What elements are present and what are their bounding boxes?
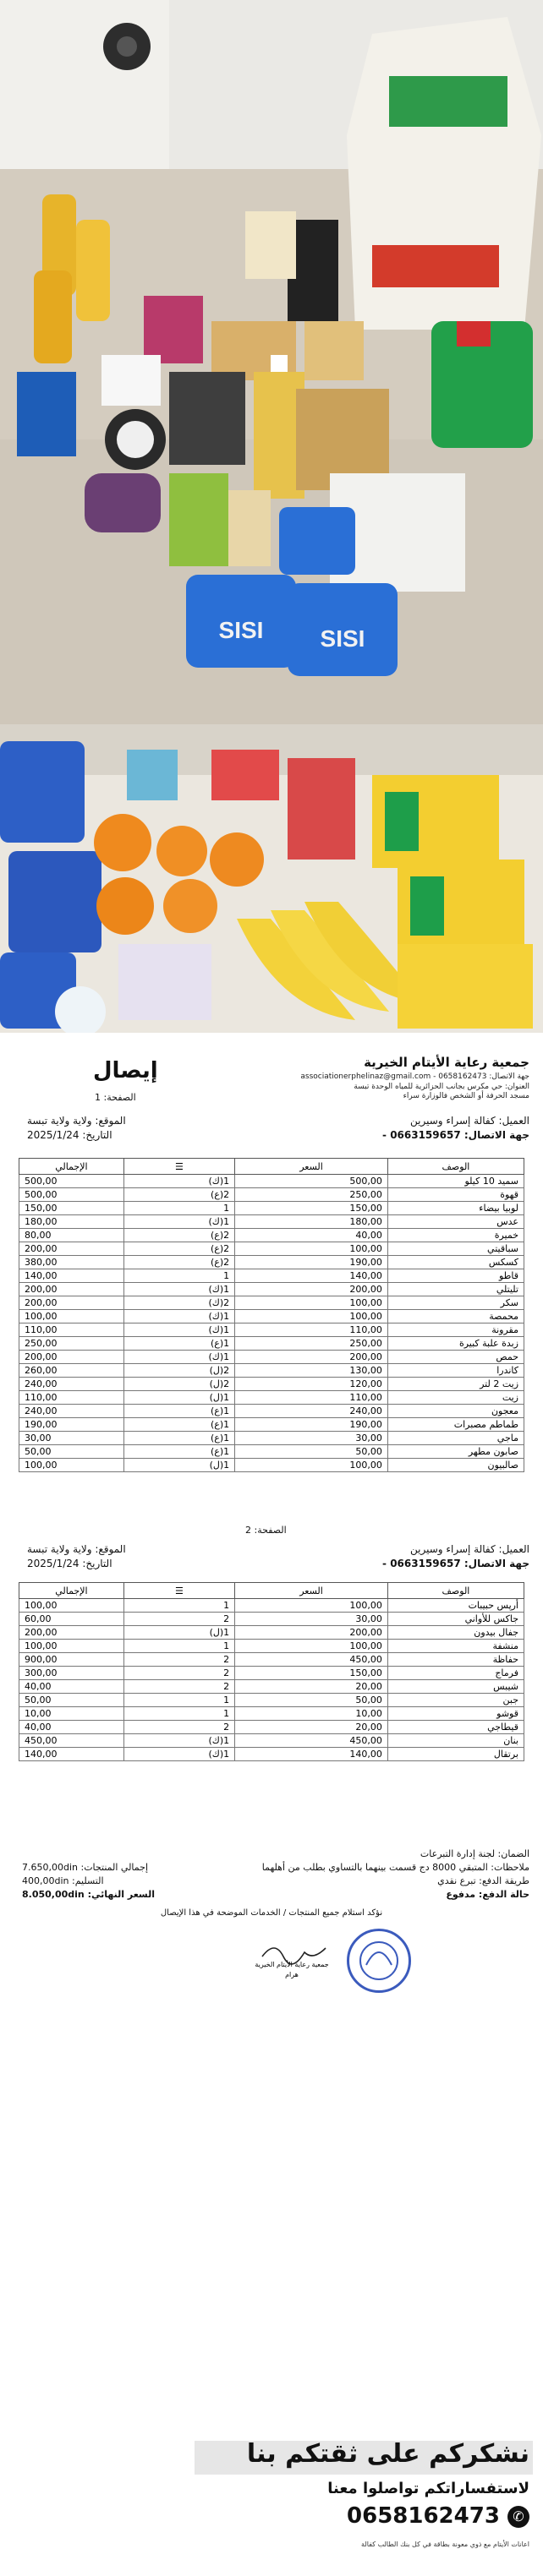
cell-description: جبن: [387, 1694, 524, 1707]
cell-qty: 2: [123, 1613, 234, 1626]
cell-total: 450,00: [19, 1734, 124, 1748]
cell-price: 240,00: [235, 1405, 388, 1418]
table-row: [19, 1378, 524, 1391]
cell-total: 240,00: [19, 1405, 124, 1418]
cell-qty: 1(ل): [123, 1459, 234, 1472]
table-row: [19, 1694, 524, 1707]
cell-description: ماجي: [387, 1432, 524, 1445]
cell-price: 50,00: [235, 1694, 388, 1707]
official-stamp-icon: [347, 1929, 411, 1993]
col-qty: ☰: [123, 1159, 234, 1175]
org-name: جمعية رعاية الأيتام الخيرية: [364, 1055, 529, 1070]
cell-description: محمصة: [387, 1310, 524, 1323]
table-row: [19, 1721, 524, 1734]
cell-total: 100,00: [19, 1640, 124, 1653]
cell-price: 100,00: [235, 1242, 388, 1256]
cell-total: 900,00: [19, 1653, 124, 1667]
cell-total: 200,00: [19, 1626, 124, 1640]
table-row: [19, 1175, 524, 1188]
cell-description: زيت: [387, 1391, 524, 1405]
payment-status: حالة الدفع: مدفوع: [446, 1889, 529, 1900]
cell-price: 150,00: [235, 1202, 388, 1215]
cell-qty: 1(ع): [123, 1405, 234, 1418]
cell-qty: 1(ك): [123, 1283, 234, 1296]
cell-price: 190,00: [235, 1256, 388, 1269]
cell-description: منشفة: [387, 1640, 524, 1653]
confirmation-line: نؤكد استلام جميع المنتجات / الخدمات الموضحة في هذا الإيصال: [160, 1908, 383, 1918]
table-row: [19, 1269, 524, 1283]
cell-description: مقرونة: [387, 1323, 524, 1337]
table-row: [19, 1680, 524, 1694]
phone-number[interactable]: 0658162473: [347, 2503, 500, 2529]
cell-price: 110,00: [235, 1391, 388, 1405]
cell-description: حفاظة: [387, 1653, 524, 1667]
cell-description: حمص: [387, 1351, 524, 1364]
cell-total: 200,00: [19, 1242, 124, 1256]
cell-qty: 2(ع): [123, 1256, 234, 1269]
cell-total: 50,00: [19, 1445, 124, 1459]
org-mission-line: مسجد الحرفة أو الشخص فالوزارة سراء: [403, 1092, 529, 1100]
groceries-photo-top-illustration: [0, 0, 543, 724]
table-row: [19, 1188, 524, 1202]
location-2: الموقع: ولاية ولاية تبسة: [27, 1543, 126, 1555]
cell-qty: 1(ك): [123, 1351, 234, 1364]
cell-price: 50,00: [235, 1445, 388, 1459]
cell-price: 100,00: [235, 1296, 388, 1310]
stamp-inner-icon: [349, 1931, 409, 1990]
table-row: [19, 1707, 524, 1721]
cell-price: 20,00: [235, 1721, 388, 1734]
table-row: [19, 1391, 524, 1405]
cell-total: 10,00: [19, 1707, 124, 1721]
cell-qty: 1(ك): [123, 1310, 234, 1323]
items-table-page-2: [19, 1582, 524, 1761]
table-row: [19, 1626, 524, 1640]
table-row: [19, 1599, 524, 1613]
col-description: الوصف: [387, 1159, 524, 1175]
cell-total: 200,00: [19, 1296, 124, 1310]
cell-description: معجون: [387, 1405, 524, 1418]
cell-price: 500,00: [235, 1175, 388, 1188]
cell-total: 500,00: [19, 1188, 124, 1202]
cell-qty: 2(ع): [123, 1229, 234, 1242]
cell-description: جاكس للأواني: [387, 1613, 524, 1626]
cell-qty: 1(ك): [123, 1748, 234, 1761]
cell-price: 110,00: [235, 1323, 388, 1337]
table-row: [19, 1229, 524, 1242]
cell-description: قوشو: [387, 1707, 524, 1721]
cell-price: 100,00: [235, 1310, 388, 1323]
cell-total: 260,00: [19, 1364, 124, 1378]
svg-text:SISI: SISI: [218, 617, 264, 643]
cell-qty: 2(ع): [123, 1188, 234, 1202]
cell-description: كاندرا: [387, 1364, 524, 1378]
inquiries-text: لاستفساراتكم تواصلوا معنا: [327, 2480, 529, 2497]
cell-qty: 1(ك): [123, 1323, 234, 1337]
table-row: [19, 1337, 524, 1351]
cell-price: 140,00: [235, 1748, 388, 1761]
table-row: [19, 1256, 524, 1269]
cell-price: 40,00: [235, 1229, 388, 1242]
final-price: السعر النهائي: 8.050,00din: [22, 1889, 156, 1900]
phone-icon: ✆: [507, 2506, 529, 2528]
cell-qty: 1(ع): [123, 1337, 234, 1351]
cell-price: 450,00: [235, 1734, 388, 1748]
cell-price: 180,00: [235, 1215, 388, 1229]
cell-total: 40,00: [19, 1721, 124, 1734]
date-1: التاريخ: 2025/1/24: [27, 1129, 112, 1141]
cell-qty: 1(ك): [123, 1215, 234, 1229]
cell-price: 150,00: [235, 1667, 388, 1680]
cell-total: 190,00: [19, 1418, 124, 1432]
cell-qty: 1: [123, 1640, 234, 1653]
cell-description: صالبيون: [387, 1459, 524, 1472]
cell-description: طماطم مصبرات: [387, 1418, 524, 1432]
table-row: [19, 1653, 524, 1667]
table-row: [19, 1242, 524, 1256]
cell-qty: 1: [123, 1599, 234, 1613]
cell-qty: 1(ك): [123, 1175, 234, 1188]
cell-description: تليتلي: [387, 1283, 524, 1296]
cell-total: 200,00: [19, 1283, 124, 1296]
cell-qty: 1(ع): [123, 1418, 234, 1432]
cell-price: 250,00: [235, 1188, 388, 1202]
cell-total: 200,00: [19, 1351, 124, 1364]
signature-block: [245, 1935, 338, 1986]
table-row: [19, 1432, 524, 1445]
cell-qty: 1(ع): [123, 1445, 234, 1459]
cell-price: 20,00: [235, 1680, 388, 1694]
col-price: السعر: [235, 1583, 388, 1599]
cell-description: قهوة: [387, 1188, 524, 1202]
cell-qty: 2(ك): [123, 1296, 234, 1310]
cell-total: 150,00: [19, 1202, 124, 1215]
client-name-1: العميل: كفالة إسراء وسيرين: [410, 1115, 529, 1127]
cell-total: 240,00: [19, 1378, 124, 1391]
cell-description: لوبيا بيضاء: [387, 1202, 524, 1215]
cell-price: 450,00: [235, 1653, 388, 1667]
table-row: [19, 1283, 524, 1296]
cell-price: 200,00: [235, 1283, 388, 1296]
contact-phone[interactable]: [347, 2503, 529, 2529]
cell-price: 100,00: [235, 1599, 388, 1613]
table-row: [19, 1418, 524, 1432]
cell-description: قاطو: [387, 1269, 524, 1283]
location-1: الموقع: ولاية ولاية تبسة: [27, 1115, 126, 1127]
items-table-page-1: [19, 1158, 524, 1472]
cell-qty: 1(ك): [123, 1734, 234, 1748]
cell-qty: 1: [123, 1202, 234, 1215]
cell-qty: 2(ع): [123, 1242, 234, 1256]
table-row: [19, 1748, 524, 1761]
cell-total: 140,00: [19, 1269, 124, 1283]
groceries-photo-bottom: [0, 724, 543, 1033]
cell-qty: 1: [123, 1694, 234, 1707]
table-row: [19, 1445, 524, 1459]
cell-price: 100,00: [235, 1459, 388, 1472]
table-row: [19, 1215, 524, 1229]
org-contact-line: جهة الاتصال: 0658162473 - associationerphelinaz@gmail.com: [300, 1072, 529, 1081]
cell-price: 30,00: [235, 1613, 388, 1626]
signature-name: هرام: [285, 1971, 299, 1978]
page-number-1: الصفحة: 1: [95, 1092, 136, 1103]
cell-description: صابون مطهر: [387, 1445, 524, 1459]
cell-description: زبدة علبة كبيرة: [387, 1337, 524, 1351]
cell-description: زيت 2 لتر: [387, 1378, 524, 1391]
cell-qty: 1(ع): [123, 1432, 234, 1445]
receipt-title: إيصال: [93, 1058, 158, 1083]
cell-description: شيبس: [387, 1680, 524, 1694]
cell-price: 30,00: [235, 1432, 388, 1445]
bottom-small-note: اعانات الأيتام مع ذوي معونة بطاقة في كل بنك الطالب كفالة: [361, 2541, 529, 2548]
cell-total: 110,00: [19, 1323, 124, 1337]
cell-total: 100,00: [19, 1310, 124, 1323]
cell-total: 80,00: [19, 1229, 124, 1242]
cell-description: كسكس: [387, 1256, 524, 1269]
col-total: الإجمالي: [19, 1159, 124, 1175]
cell-total: 380,00: [19, 1256, 124, 1269]
cell-description: جفال بيدون: [387, 1626, 524, 1640]
cell-total: 110,00: [19, 1391, 124, 1405]
cell-total: 300,00: [19, 1667, 124, 1680]
cell-qty: 2(ل): [123, 1378, 234, 1391]
thanks-heading: نشكركم على ثقتكم بنا: [246, 2439, 529, 2469]
table-row: [19, 1667, 524, 1680]
col-qty: ☰: [123, 1583, 234, 1599]
cell-description: سكر: [387, 1296, 524, 1310]
cell-qty: 2(ل): [123, 1364, 234, 1378]
cell-qty: 1: [123, 1269, 234, 1283]
table-row: [19, 1364, 524, 1378]
cell-qty: 2: [123, 1667, 234, 1680]
col-price: السعر: [235, 1159, 388, 1175]
col-description: الوصف: [387, 1583, 524, 1599]
col-total: الإجمالي: [19, 1583, 124, 1599]
cell-description: قيطاجي: [387, 1721, 524, 1734]
svg-text:SISI: SISI: [320, 625, 365, 652]
table-row: [19, 1202, 524, 1215]
cell-description: سباقيتي: [387, 1242, 524, 1256]
table-row: [19, 1310, 524, 1323]
cell-total: 30,00: [19, 1432, 124, 1445]
cell-description: خميرة: [387, 1229, 524, 1242]
cell-price: 100,00: [235, 1640, 388, 1653]
table-header-row: [19, 1583, 524, 1599]
cell-price: 120,00: [235, 1378, 388, 1391]
client-contact-2: جهة الاتصال: 0663159657 -: [382, 1558, 529, 1569]
cell-total: 40,00: [19, 1680, 124, 1694]
stamp-org-text: جمعية رعاية الأيتام الخيرية: [255, 1961, 329, 1968]
table-row: [19, 1640, 524, 1653]
date-2: التاريخ: 2025/1/24: [27, 1558, 112, 1569]
cell-total: 180,00: [19, 1215, 124, 1229]
cell-qty: 2: [123, 1721, 234, 1734]
client-name-2: العميل: كفالة إسراء وسيرين: [410, 1543, 529, 1555]
table-row: [19, 1459, 524, 1472]
cell-qty: 1(ل): [123, 1391, 234, 1405]
cell-price: 140,00: [235, 1269, 388, 1283]
cell-qty: 2: [123, 1680, 234, 1694]
cell-price: 250,00: [235, 1337, 388, 1351]
table-header-row: [19, 1159, 524, 1175]
guarantee: الضمان: لجنة إدارة التبرعات: [420, 1848, 529, 1859]
table-row: [19, 1613, 524, 1626]
payment-method: طريقة الدفع: تبرع نقدي: [437, 1875, 529, 1886]
cell-description: أرپس حبيبات: [387, 1599, 524, 1613]
table-row: [19, 1405, 524, 1418]
delivery-fee: التسليم: 400,00din: [22, 1875, 104, 1886]
cell-price: 130,00: [235, 1364, 388, 1378]
products-total: إجمالي المنتجات: 7.650,00din: [22, 1862, 148, 1873]
cell-total: 50,00: [19, 1694, 124, 1707]
table-row: [19, 1323, 524, 1337]
cell-total: 250,00: [19, 1337, 124, 1351]
cell-total: 60,00: [19, 1613, 124, 1626]
cell-qty: 2: [123, 1653, 234, 1667]
notes: ملاحظات: المتبقي 8000 دج قسمت بينهما بالتساوي بطلب من أهلهما: [261, 1862, 529, 1873]
cell-total: 140,00: [19, 1748, 124, 1761]
org-address-line: العنوان: حي مكرس بجانب الحزائرية للمياه الوحدة تبسة: [354, 1083, 529, 1091]
cell-description: سميد 10 كيلو: [387, 1175, 524, 1188]
cell-total: 100,00: [19, 1459, 124, 1472]
cell-description: عدس: [387, 1215, 524, 1229]
client-contact-1: جهة الاتصال: 0663159657 -: [382, 1129, 529, 1141]
cell-price: 200,00: [235, 1626, 388, 1640]
table-row: [19, 1351, 524, 1364]
cell-description: برتقال: [387, 1748, 524, 1761]
page-number-2: الصفحة: 2: [245, 1525, 287, 1536]
receipt-document: [0, 1033, 543, 2576]
cell-qty: 1: [123, 1707, 234, 1721]
cell-price: 200,00: [235, 1351, 388, 1364]
cell-qty: 1(ل): [123, 1626, 234, 1640]
groceries-photo-bottom-illustration: [0, 724, 543, 1033]
cell-description: بنان: [387, 1734, 524, 1748]
table-row: [19, 1296, 524, 1310]
table-row: [19, 1734, 524, 1748]
cell-total: 100,00: [19, 1599, 124, 1613]
cell-description: فرماج: [387, 1667, 524, 1680]
cell-price: 190,00: [235, 1418, 388, 1432]
cell-price: 10,00: [235, 1707, 388, 1721]
groceries-photo-top: [0, 0, 543, 724]
cell-total: 500,00: [19, 1175, 124, 1188]
